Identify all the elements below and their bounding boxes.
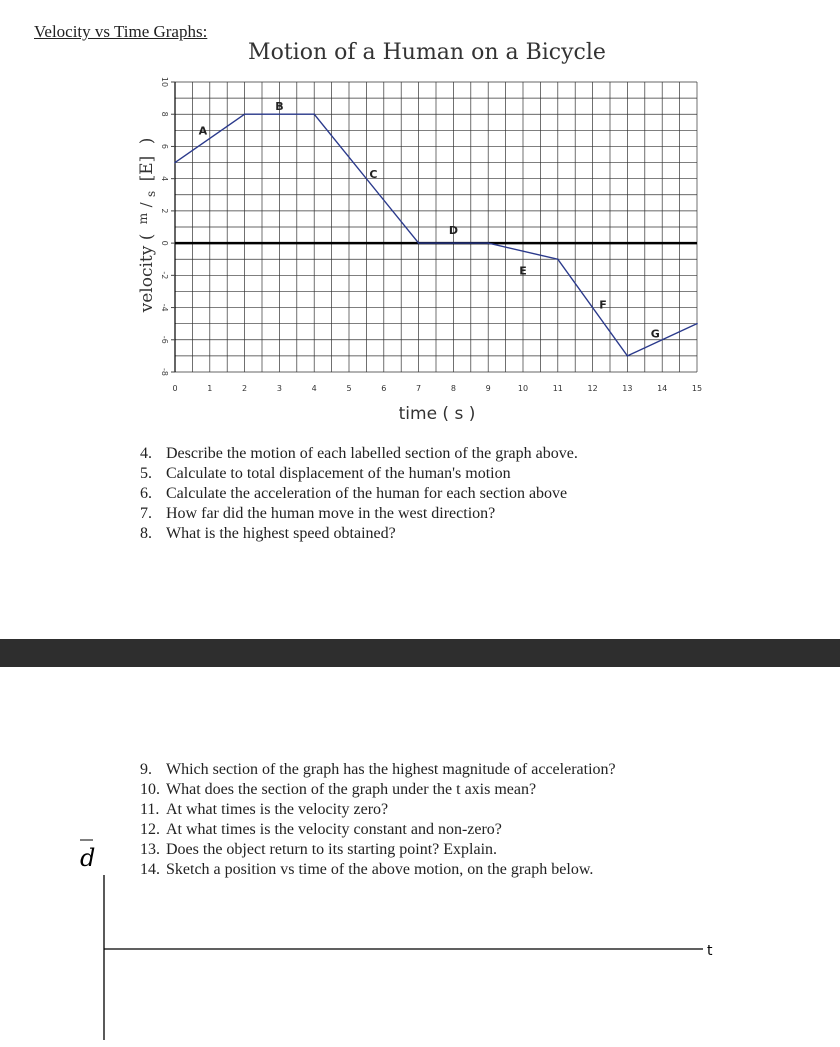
x-tick-label: 9 <box>485 384 491 393</box>
data-point <box>418 242 420 244</box>
x-tick-label: 2 <box>242 384 248 393</box>
y-tick-label: 6 <box>160 143 169 149</box>
y-axis-direction: [E] <box>137 155 157 182</box>
data-point <box>174 162 176 164</box>
x-tick-label: 11 <box>552 384 563 393</box>
question-number: 6. <box>140 485 152 502</box>
x-tick-label: 15 <box>691 384 703 393</box>
y-axis-unit-top: m <box>136 212 150 225</box>
question-number: 5. <box>140 465 152 482</box>
question-number: 14. <box>140 861 160 878</box>
y-axis-label-main: velocity ( <box>137 233 157 313</box>
question-item <box>140 840 616 860</box>
question-item <box>140 504 578 524</box>
x-tick-label: 5 <box>346 384 352 393</box>
x-tick-label: 6 <box>381 384 387 393</box>
x-tick-label: 0 <box>172 384 178 393</box>
question-text: Which section of the graph has the highest magnitude of acceleration? <box>166 761 616 778</box>
data-point <box>244 113 246 115</box>
section-label-b: B <box>275 100 284 114</box>
question-text: Calculate to total displacement of the human's motion <box>166 465 511 482</box>
question-item <box>140 444 578 464</box>
question-text: Calculate the acceleration of the human for each section above <box>166 485 568 502</box>
x-axis-title: time ( s ) <box>398 404 476 424</box>
section-label-a: A <box>198 124 208 138</box>
y-tick-label: 0 <box>160 240 169 246</box>
x-tick-label: 10 <box>517 384 529 393</box>
section-label-d: D <box>448 224 458 238</box>
section-label-g: G <box>650 327 660 341</box>
x-tick-labels <box>172 384 702 393</box>
chart-grid <box>175 82 697 372</box>
question-item <box>140 780 616 800</box>
question-item <box>140 484 578 504</box>
data-point <box>487 242 489 244</box>
y-tick-label: -2 <box>160 271 169 280</box>
y-axis-unit-sep: / <box>137 202 155 208</box>
data-point <box>313 113 315 115</box>
y-axis-title <box>132 138 160 314</box>
question-number: 10. <box>140 781 160 798</box>
question-text: Sketch a position vs time of the above motion, on the graph below. <box>166 861 594 878</box>
question-item <box>140 860 616 880</box>
question-number: 12. <box>140 821 160 838</box>
x-tick-label: 4 <box>311 384 317 393</box>
svg-text:velocity ( m / <box>132 138 160 314</box>
question-text: Describe the motion of each labelled section of the graph above. <box>166 445 578 462</box>
question-number: 7. <box>140 505 152 522</box>
question-text: Does the object return to its starting point? Explain. <box>166 841 498 858</box>
data-point <box>696 323 698 325</box>
x-tick-label: 12 <box>587 384 598 393</box>
question-text: What is the highest speed obtained? <box>166 525 396 542</box>
questions-bottom-list <box>140 760 616 880</box>
page-heading: Velocity vs Time Graphs: <box>34 22 208 41</box>
y-tick-label: 4 <box>160 176 169 182</box>
y-tick-label: 8 <box>160 111 169 117</box>
x-tick-label: 13 <box>622 384 633 393</box>
velocity-time-chart <box>0 0 840 430</box>
question-item <box>140 800 616 820</box>
x-tick-label: 14 <box>657 384 668 393</box>
questions-top-list <box>140 444 578 544</box>
y-axis-label-close: ) <box>137 137 157 145</box>
section-label-f: F <box>599 298 607 312</box>
y-tick-label: 10 <box>160 76 169 88</box>
sketch-y-axis-label: d <box>80 844 96 872</box>
y-tick-labels <box>160 77 175 376</box>
chart-title: Motion of a Human on a Bicycle <box>248 40 606 65</box>
question-item <box>140 760 616 780</box>
y-tick-label: -6 <box>160 335 169 344</box>
question-text: How far did the human move in the west direction? <box>166 505 496 522</box>
x-tick-label: 8 <box>450 384 456 393</box>
y-tick-label: 2 <box>160 208 169 214</box>
question-item <box>140 820 616 840</box>
x-tick-label: 3 <box>276 384 282 393</box>
question-text: What does the section of the graph under the t axis mean? <box>166 781 537 798</box>
section-label-e: E <box>519 264 527 278</box>
question-text: At what times is the velocity constant and non-zero? <box>166 821 502 838</box>
question-number: 11. <box>140 801 160 818</box>
y-axis-unit-bottom: s <box>144 190 158 197</box>
data-point <box>627 355 629 357</box>
y-tick-label: -8 <box>160 368 169 376</box>
question-number: 13. <box>140 841 160 858</box>
x-tick-label: 7 <box>416 384 422 393</box>
question-number: 8. <box>140 525 152 542</box>
question-number: 4. <box>140 445 152 462</box>
x-tick-label: 1 <box>207 384 213 393</box>
question-item <box>140 524 578 544</box>
section-label-c: C <box>369 167 378 181</box>
y-tick-label: -4 <box>160 303 169 312</box>
question-text: At what times is the velocity zero? <box>166 801 389 818</box>
section-divider-bar <box>0 639 840 667</box>
sketch-x-axis-label: t <box>707 943 713 959</box>
question-item <box>140 464 578 484</box>
question-number: 9. <box>140 761 152 778</box>
data-point <box>557 258 559 260</box>
